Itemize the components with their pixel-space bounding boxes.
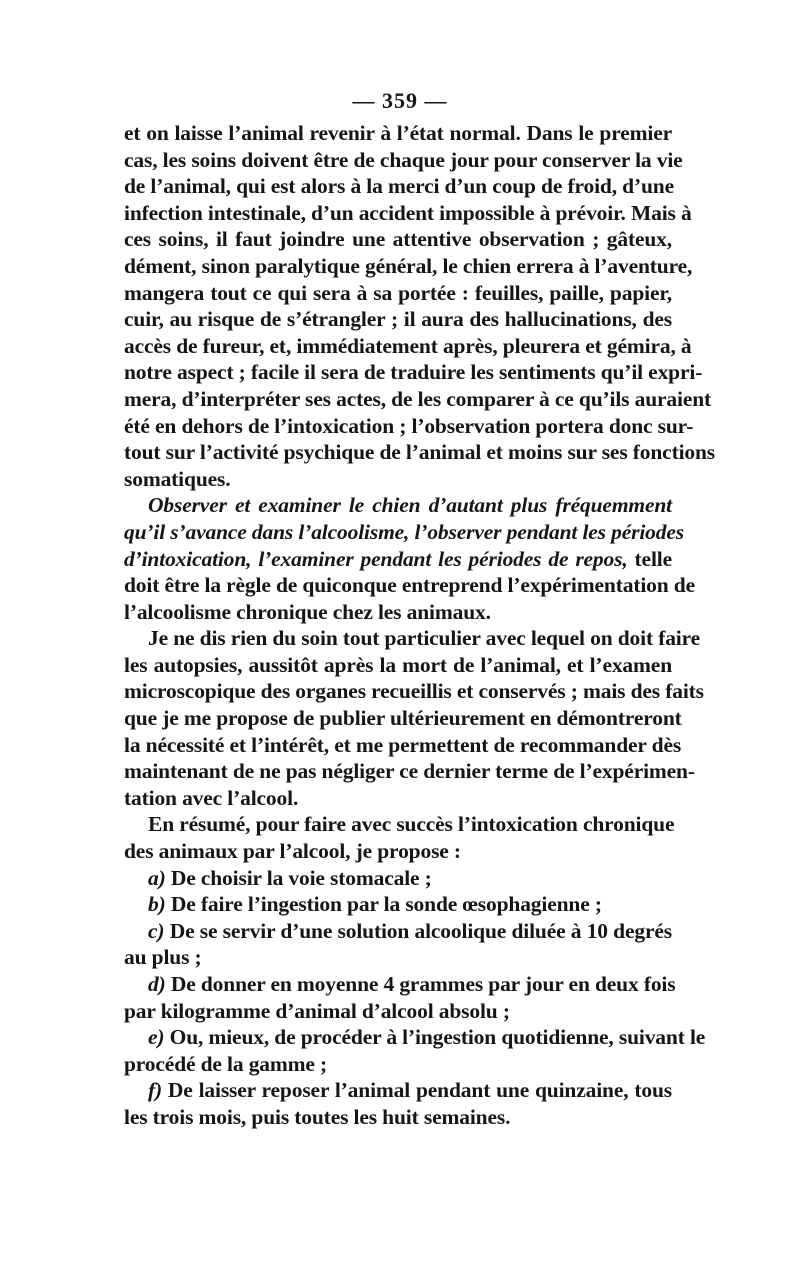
text-line: Je ne dis rien du soin tout particulier avec lequel on doit faire (148, 626, 701, 651)
list-marker: b) (148, 892, 166, 917)
paragraph (124, 492, 695, 625)
paragraph (124, 120, 716, 492)
text-line: En résumé, pour faire avec succès l’intoxication chronique (148, 812, 675, 837)
text-line: Observer et examiner le chien d’autant plus fréquemment (148, 493, 672, 518)
text-line: notre aspect ; facile il sera de traduire les sentiments qu’il expri- (124, 360, 703, 385)
list-item (124, 1024, 706, 1051)
list-item-text: De choisir la voie stomacale ; (170, 865, 432, 890)
text-line: microscopique des organes recueillis et conservés ; mais des faits (124, 679, 704, 704)
text-line: ces soins, il faut joindre une attentive observation ; gâteux, (124, 227, 672, 252)
text-line: des animaux par l’alcool, je propose : (124, 839, 461, 864)
text-line: et on laisse l’animal revenir à l’état normal. Dans le premier (124, 121, 672, 145)
list-item (124, 1077, 672, 1104)
list-item-continuation: au plus ; (124, 945, 202, 970)
text-line: cuir, au risque de s’étrangler ; il aura des hallucinations, des (124, 307, 672, 332)
text-line: tation avec l’alcool. (124, 785, 299, 810)
text-line: les autopsies, aussitôt après la mort de l’animal, et l’examen (124, 652, 672, 677)
text-line: de l’animal, qui est alors à la merci d’un coup de froid, d’une (124, 174, 674, 199)
text-line: cas, les soins doivent être de chaque jour pour conserver la vie (124, 147, 683, 172)
list-item-continuation: par kilogramme d’animal d’alcool absolu ; (124, 998, 510, 1023)
proposal-list (124, 865, 706, 1131)
text-line (124, 546, 672, 573)
list-item-text: De laisser reposer l’animal pendant une quinzaine, tous (167, 1078, 672, 1103)
list-item-continuation: procédé de la gamme ; (124, 1051, 328, 1076)
text-line: somatiques. (124, 466, 231, 491)
text-line: accès de fureur, et, immédiatement après, pleurera et gémira, à (124, 333, 692, 358)
list-item (124, 865, 672, 892)
paragraph (124, 811, 675, 864)
list-item-text: Ou, mieux, de procéder à l’ingestion quotidienne, suivant le (169, 1025, 706, 1050)
list-marker: f) (148, 1078, 163, 1103)
list-item-text: De se servir d’une solution alcoolique diluée à 10 degrés (169, 918, 672, 943)
text-line: mangera tout ce qui sera à sa portée : feuilles, paille, papier, (124, 280, 672, 305)
roman-text: telle (627, 546, 672, 571)
text-line: qu’il s’avance dans l’alcoolisme, l’observer pendant les périodes (124, 519, 684, 544)
text-line: tout sur l’activité psychique de l’animal et moins sur ses fonctions (124, 440, 716, 465)
list-item-text: De donner en moyenne 4 grammes par jour en deux fois (170, 972, 676, 996)
text-line: que je me propose de publier ultérieurement en démontreront (124, 706, 682, 731)
paragraph (124, 625, 704, 811)
list-item (124, 891, 672, 918)
italic-text: d’intoxication, l’examiner pendant les périodes de repos, (124, 546, 628, 571)
list-item (124, 971, 676, 998)
list-item-continuation: les trois mois, puis toutes les huit semaines. (124, 1104, 511, 1129)
text-line: infection intestinale, d’un accident impossible à prévoir. Mais à (124, 200, 692, 225)
list-item-text: De faire l’ingestion par la sonde œsophagienne ; (170, 892, 602, 917)
text-line: mera, d’interpréter ses actes, de les comparer à ce qu’ils auraient (124, 386, 712, 411)
text-line: l’alcoolisme chronique chez les animaux. (124, 599, 491, 624)
text-line: doit être la règle de quiconque entreprend l’expérimentation de (124, 573, 695, 598)
list-marker: c) (148, 918, 165, 943)
list-marker: d) (148, 972, 166, 996)
body-text (124, 120, 716, 1131)
list-item (124, 918, 672, 945)
page-number: — 359 — (352, 88, 448, 113)
text-line: été en dehors de l’intoxication ; l’observation portera donc sur- (124, 413, 694, 438)
text-line: la nécessité et l’intérêt, et me permettent de recommander dès (124, 732, 682, 757)
list-marker: a) (148, 865, 166, 890)
text-line: maintenant de ne pas négliger ce dernier terme de l’expérimen- (124, 759, 695, 784)
text-line: dément, sinon paralytique général, le chien errera à l’aventure, (124, 253, 693, 278)
list-marker: e) (148, 1025, 165, 1050)
